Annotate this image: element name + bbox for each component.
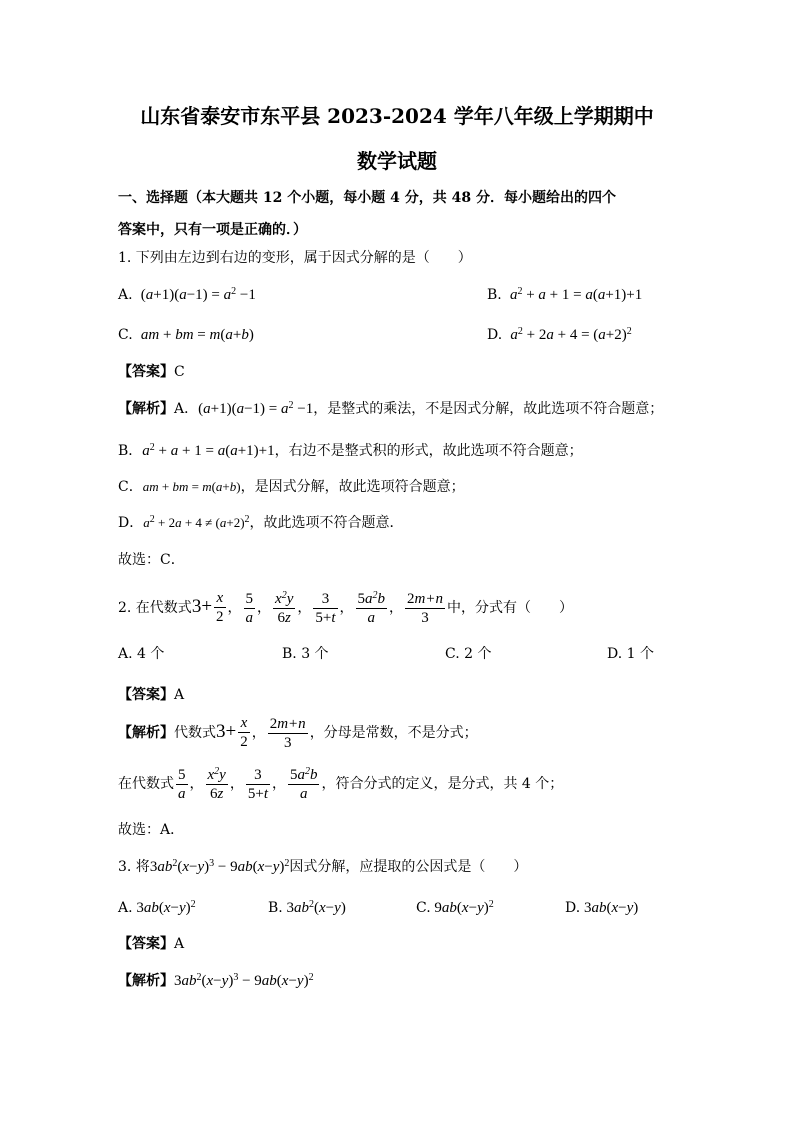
doc-title-line1: 山东省泰安市东平县 2023-2024 学年八年级上学期期中 [140, 104, 654, 128]
q2-analysis-expr-4: $\frac{x^2y}{6z}$ [207, 765, 226, 802]
q2-option-b: B. 3 个 [282, 646, 329, 662]
q1-option-d [487, 325, 632, 345]
q3-stem-formula: $3ab^2(x-y)^3 - 9ab(x-y)^2$ [149, 858, 290, 875]
q1-analysis-a-prefix: A． [174, 401, 199, 417]
q1-answer [118, 362, 185, 382]
q1-option-d-formula: $a^2 + 2a + 4 = (a+2)^2$ [510, 326, 632, 343]
q1-analysis-b-prefix: B． [118, 443, 143, 459]
q2-analysis-line2-prefix: 在代数式 [118, 776, 174, 792]
q2-analysis-line1: 【解析】代数式3+ $\frac{x}{2}$ ， $\frac{2m+n}{3}$ ，分母是常数，不是分式； [118, 715, 478, 751]
q1-option-c-label: C. [118, 327, 133, 343]
q1-stem: 1. 下列由左边到右边的变形，属于因式分解的是（ ） [118, 250, 472, 266]
q3-option-b-formula: $3ab^2(x-y)$ [282, 899, 346, 916]
q1-analysis-a-text: ，是整式的乘法，不是因式分解，故此选项不符合题意； [313, 401, 664, 417]
q1-analysis-c-text: ，是因式分解，故此选项符合题意； [240, 479, 465, 495]
q3-option-d-label: D. [565, 900, 581, 916]
q1-option-b-formula: $a^2 + a + 1 = a(a+1)+1$ [509, 286, 643, 303]
q1-option-b [487, 285, 642, 305]
q3-option-a [118, 898, 196, 918]
q1-answer-label: 【答案】 [118, 364, 174, 380]
q2-analysis-line2-suffix: ，符合分式的定义，是分式，共 4 个； [321, 776, 564, 792]
q2-option-c: C. 2 个 [445, 646, 492, 662]
q2-stem-suffix: 中，分式有（ ） [446, 600, 573, 616]
q1-analysis-c-formula: am + bm = m(a+b) [142, 479, 241, 494]
q2-stem-prefix: 2. 在代数式 [118, 600, 192, 616]
q2-analysis-line1-suffix: ，分母是常数，不是分式； [309, 725, 478, 741]
q3-stem-prefix: 3. 将 [118, 859, 150, 875]
q2-stem: 2. 在代数式3+ $\frac{x}{2}$ ， $\frac{5}{a}$ ， $\frac{x^2y}{6z}$ ， $\frac{3}{5+t}$ ， $\frac{5a^2b}{a}$ ， $\frac{2m+n}{3}$ 中，分式有（ ） [118, 589, 573, 626]
section-heading-line2: 答案中，只有一项是正确的．） [118, 222, 307, 238]
q1-analysis-b-formula: $a^2 + a + 1 = a(a+1)+1$ [142, 442, 275, 459]
q1-analysis-d-text: ，故此选项不符合题意． [249, 515, 404, 531]
q1-analysis-d-prefix: D． [118, 515, 144, 531]
q3-answer [118, 934, 184, 954]
q1-analysis-a [118, 399, 663, 419]
section-heading-line1: 一、选择题（本大题共 12 个小题，每小题 4 分，共 48 分．每小题给出的四个 [118, 190, 616, 206]
doc-title-line2: 数学试题 [357, 149, 437, 173]
q3-option-a-label: A. [118, 900, 133, 916]
q1-analysis-c [118, 477, 465, 497]
q1-option-b-label: B. [487, 287, 502, 303]
q2-analysis-line1-prefix: 代数式 [174, 725, 216, 741]
q3-option-c-label: C. [416, 900, 431, 916]
q2-option-a: A. 4 个 [118, 646, 165, 662]
q1-option-d-label: D. [487, 327, 503, 343]
q2-conclusion: 故选：A． [118, 822, 185, 838]
q1-analysis-a-formula: $(a+1)(a-1) = a^2 -1$ [198, 400, 314, 417]
q2-answer-value: A [174, 687, 185, 703]
q2-analysis-expr-2: $\frac{2m+n}{3}$ [269, 715, 306, 751]
q2-option-d: D. 1 个 [607, 646, 654, 662]
q3-option-b [268, 898, 346, 918]
q1-analysis-d [118, 513, 404, 533]
q2-expr-3: $\frac{x^2y}{6z}$ [275, 589, 294, 626]
q1-analysis-d-formula: $a^2 + 2a + 4 \ne (a+2)^2$ [143, 514, 250, 530]
q1-analysis-c-prefix: C． [118, 479, 143, 495]
q3-answer-label: 【答案】 [118, 936, 174, 952]
q1-conclusion: 故选：C． [118, 552, 185, 568]
q2-analysis-expr-6: $\frac{5a^2b}{a}$ [289, 765, 318, 802]
q2-analysis-expr-1: 3+ $\frac{x}{2}$ [216, 715, 248, 751]
q1-option-c-formula: am + bm = m(a+b) [140, 327, 254, 343]
q3-option-d-formula: 3ab(x−y) [580, 900, 639, 916]
q2-expr-4: $\frac{3}{5+t}$ [315, 590, 336, 626]
q1-analysis-b [118, 441, 583, 461]
q2-expr-6: $\frac{2m+n}{3}$ [407, 590, 443, 626]
q2-expr-2: $\frac{5}{a}$ [245, 590, 254, 626]
q1-option-a-formula: $(a+1)(a-1) = a^2 -1$ [137, 286, 256, 303]
q1-option-c [118, 325, 254, 345]
q2-analysis-expr-3: $\frac{5}{a}$ [178, 766, 186, 802]
q2-expr-1: 3+ $\frac{x}{2}$ [191, 590, 224, 626]
q2-analysis-expr-5: $\frac{3}{5+t}$ [247, 766, 268, 802]
q1-analysis-label: 【解析】 [118, 401, 174, 417]
q3-answer-value: A [174, 936, 185, 952]
q2-answer [118, 685, 184, 705]
q2-analysis-label: 【解析】 [118, 725, 174, 741]
q3-option-b-label: B. [268, 900, 283, 916]
q3-option-c [416, 898, 494, 918]
q1-analysis-b-text: ，右边不是整式积的形式，故此选项不符合题意； [274, 443, 583, 459]
q3-option-d [565, 898, 638, 918]
q1-option-a [118, 285, 256, 305]
q3-stem [118, 857, 527, 877]
q3-analysis [118, 971, 314, 991]
q3-option-c-formula: $9ab(x-y)^2$ [430, 899, 494, 916]
q2-analysis-line2: 在代数式 $\frac{5}{a}$ ， $\frac{x^2y}{6z}$ ， $\frac{3}{5+t}$ ， $\frac{5a^2b}{a}$ ，符合分式的定义，是分式，共 4 个； [118, 765, 564, 802]
q3-analysis-formula: $3ab^2(x-y)^3 - 9ab(x-y)^2$ [174, 972, 314, 989]
q3-stem-suffix: 因式分解，应提取的公因式是（ ） [289, 859, 528, 875]
q2-answer-label: 【答案】 [118, 687, 174, 703]
q1-answer-value: C [174, 364, 185, 380]
q2-expr-5: $\frac{5a^2b}{a}$ [357, 589, 386, 626]
q3-option-a-formula: $3ab(x-y)^2$ [132, 899, 196, 916]
q3-analysis-label: 【解析】 [118, 973, 174, 989]
q1-option-a-label: A. [118, 287, 133, 303]
